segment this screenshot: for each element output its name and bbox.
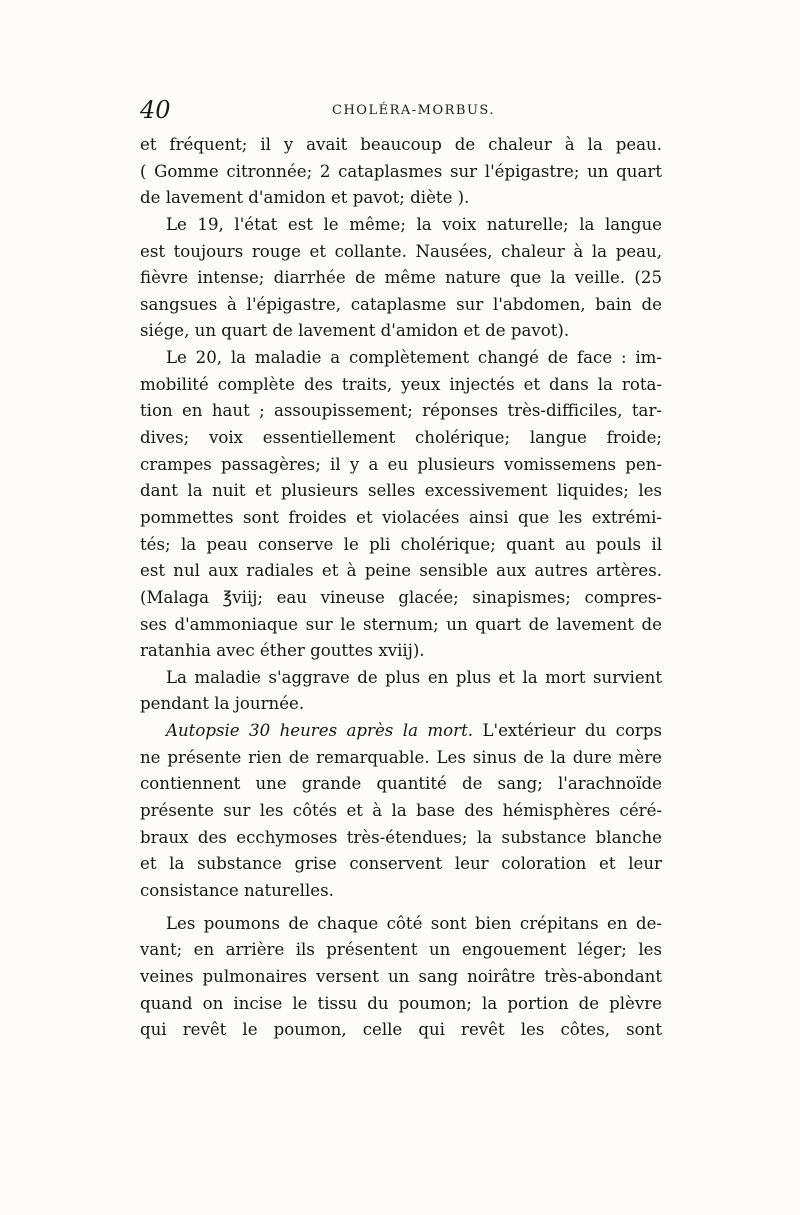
text-line: ratanhia avec éther gouttes xviij). xyxy=(140,641,425,661)
text-line: mobilité complète des traits, yeux injectés et dans la rota- xyxy=(140,374,662,394)
text-line: (Malaga ℥viij; eau vineuse glacée; sinapismes; compres- xyxy=(140,587,662,607)
page-header xyxy=(140,96,662,126)
paragraph-start-line: Le 19, l'état est le même; la voix naturelle; la langue xyxy=(166,214,662,234)
text-line: ne présente rien de remarquable. Les sinus de la dure mère xyxy=(140,747,662,767)
text-line: crampes passagères; il y a eu plusieurs vomissemens pen- xyxy=(140,454,662,474)
text-line: vant; en arrière ils présentent un engouement léger; les xyxy=(140,940,662,960)
text-line: est nul aux radiales et à peine sensible aux autres artères. xyxy=(140,561,662,581)
text-line: ( Gomme citronnée; 2 cataplasmes sur l'épigastre; un quart xyxy=(140,161,662,181)
text-line: fièvre intense; diarrhée de même nature que la veille. (25 xyxy=(140,268,662,288)
page-number: 40 xyxy=(140,96,171,124)
text-line: tion en haut ; assoupissement; réponses très-difficiles, tar- xyxy=(140,401,662,421)
text-line: est toujours rouge et collante. Nausées, chaleur à la peau, xyxy=(140,241,662,261)
text-line: ses d'ammoniaque sur le sternum; un quart de lavement de xyxy=(140,614,662,634)
text-line: pommettes sont froides et violacées ainsi que les extrémi- xyxy=(140,507,662,527)
text-line: pendant la journée. xyxy=(140,694,305,714)
text-line: présente sur les côtés et à la base des hémisphères céré- xyxy=(140,801,662,821)
body-text xyxy=(140,132,662,1044)
text-line: dant la nuit et plusieurs selles excessivement liquides; les xyxy=(140,481,662,501)
paragraph-start-line: Les poumons de chaque côté sont bien crépitans en de- xyxy=(166,913,662,933)
paragraph-start-line: Le 20, la maladie a complètement changé de face : im- xyxy=(166,348,662,368)
text-line: braux des ecchymoses très-étendues; la substance blanche xyxy=(140,827,662,847)
text-line: et fréquent; il y avait beaucoup de chaleur à la peau. xyxy=(140,135,662,154)
paragraph-start-line xyxy=(140,718,662,745)
text-line: et la substance grise conservent leur coloration et leur xyxy=(140,854,662,874)
running-title: CHOLÉRA-MORBUS. xyxy=(332,103,495,118)
paragraph-start-line: La maladie s'aggrave de plus en plus et la mort survient xyxy=(166,667,662,687)
text-line: consistance naturelles. xyxy=(140,880,334,900)
text-line: sangsues à l'épigastre, cataplasme sur l'abdomen, bain de xyxy=(140,294,662,314)
text-line: tés; la peau conserve le pli cholérique; quant au pouls il xyxy=(140,534,662,554)
text-line: quand on incise le tissu du poumon; la portion de plèvre xyxy=(140,993,662,1013)
text-line: veines pulmonaires versent un sang noirâtre très-abondant xyxy=(140,966,662,986)
autopsie-line-rest: L'extérieur du corps xyxy=(473,721,662,741)
text-line: qui revêt le poumon, celle qui revêt les côtes, sont xyxy=(140,1020,662,1040)
text-line: dives; voix essentiellement cholérique; langue froide; xyxy=(140,428,662,448)
text-line: de lavement d'amidon et pavot; diète ). xyxy=(140,188,470,208)
autopsie-heading: Autopsie 30 heures après la mort. xyxy=(166,721,474,741)
text-line: siége, un quart de lavement d'amidon et de pavot). xyxy=(140,321,570,341)
text-line: contiennent une grande quantité de sang; l'arachnoïde xyxy=(140,774,662,794)
